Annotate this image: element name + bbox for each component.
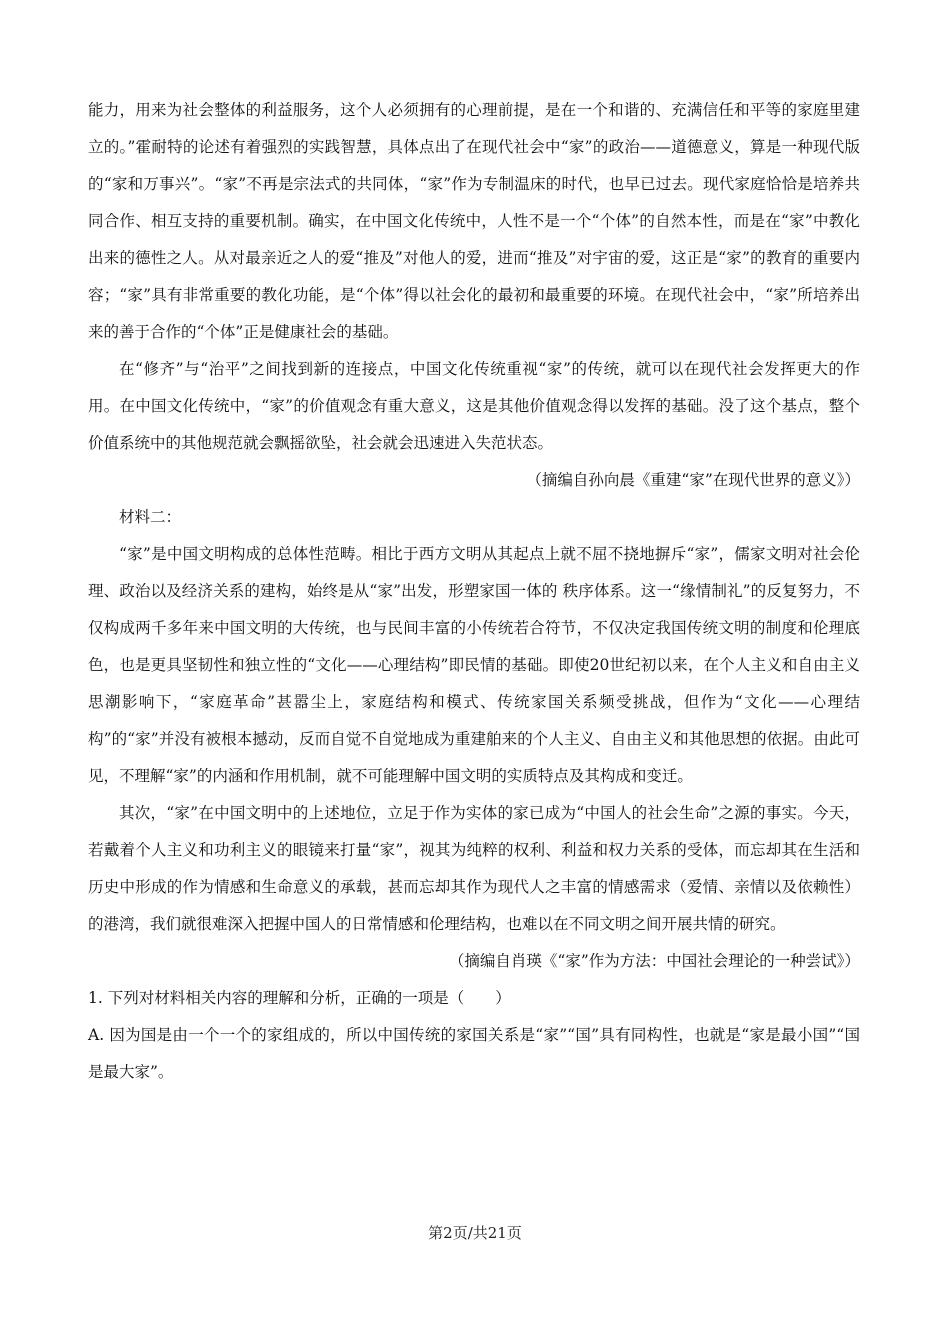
material-2-paragraph-1: “家”是中国文明构成的总体性范畴。相比于西方文明从其起点上就不屈不挠地摒斥“家”，儒家文明对社会伦理、政治以及经济关系的建构，始终是从“家”出发，形塑家国一体的 秩序体系。这一“缘情制礼”的反复努力，不仅构成两千多年来中国文明的大传统，也与民间丰富的小传统若合符节，不仅决定我国传统文明的制度和伦理底色，也是更具坚韧性和独立性的“文化——心理结构”即民情的基础。即使20世纪初以来，在个人主义和自由主义思潮影响下，“家庭革命”甚嚣尘上，家庭结构和模式、传统家国关系频受挑战，但作为“文化——心理结构”的“家”并没有被根本撼动，反而自觉不自觉地成为重建舶来的个人主义、自由主义和其他思想的依据。由此可见，不理解“家”的内涵和作用机制，就不可能理解中国文明的实质特点及其构成和变迁。 [88, 545, 860, 785]
material-2-paragraph-2: 其次，“家”在中国文明中的上述地位，立足于作为实体的家已成为“中国人的社会生命”之源的事实。今天，若戴着个人主义和功利主义的眼镜来打量“家”，视其为纯粹的权利、利益和权力关系的受体，而忘却其在生活和历史中形成的作为情感和生命意义的承载，甚而忘却其作为现代人之丰富的情感需求（爱情、亲情以及依赖性）的港湾，我们就很难深入把握中国人的日常情感和伦理结构，也难以在不同文明之间开展共情的研究。 [88, 804, 860, 933]
document-body [88, 92, 860, 1091]
paragraph-continuation: 能力，用来为社会整体的利益服务，这个人必须拥有的心理前提，是在一个和谐的、充满信任和平等的家庭里建立的。”霍耐特的论述有着强烈的实践智慧，具体点出了在现代社会中“家”的政治——道德意义，算是一种现代版的“家和万事兴”。“家”不再是宗法式的共同体，“家”作为专制温床的时代，也早已过去。现代家庭恰恰是培养共同合作、相互支持的重要机制。确实，在中国文化传统中，人性不是一个“个体”的自然本性，而是在“家”中教化出来的德性之人。从对最亲近之人的爱“推及”对他人的爱，进而“推及”对宇宙的爱，这正是“家”的教育的重要内容；“家”具有非常重要的教化功能，是“个体”得以社会化的最初和最重要的环境。在现代社会中，“家”所培养出来的善于合作的“个体”正是健康社会的基础。 [88, 101, 860, 341]
question-1-stem: 1. 下列对材料相关内容的理解和分析，正确的一项是（ ） [88, 989, 511, 1007]
source-citation-2: （摘编自肖瑛《“家”作为方法：中国社会理论的一种尝试》） [448, 952, 860, 970]
question-1-option-a: A. 因为国是由一个一个的家组成的，所以中国传统的家国关系是“家”“国”具有同构性，也就是“家是最小国”“国是最大家”。 [88, 1026, 860, 1081]
source-citation-1: （摘编自孙向晨《重建“家”在现代世界的意义》） [526, 471, 860, 489]
paragraph-xiuqi-zhiping: 在“修齐”与“治平”之间找到新的连接点，中国文化传统重视“家”的传统，就可以在现代社会发挥更大的作用。在中国文化传统中，“家”的价值观念有重大意义，这是其他价值观念得以发挥的基础。没了这个基点，整个价值系统中的其他规范就会飘摇欲坠，社会就会迅速进入失范状态。 [88, 360, 860, 452]
material-2-label: 材料二： [119, 508, 182, 526]
page-number-footer: 第2页/共21页 [428, 1224, 522, 1242]
